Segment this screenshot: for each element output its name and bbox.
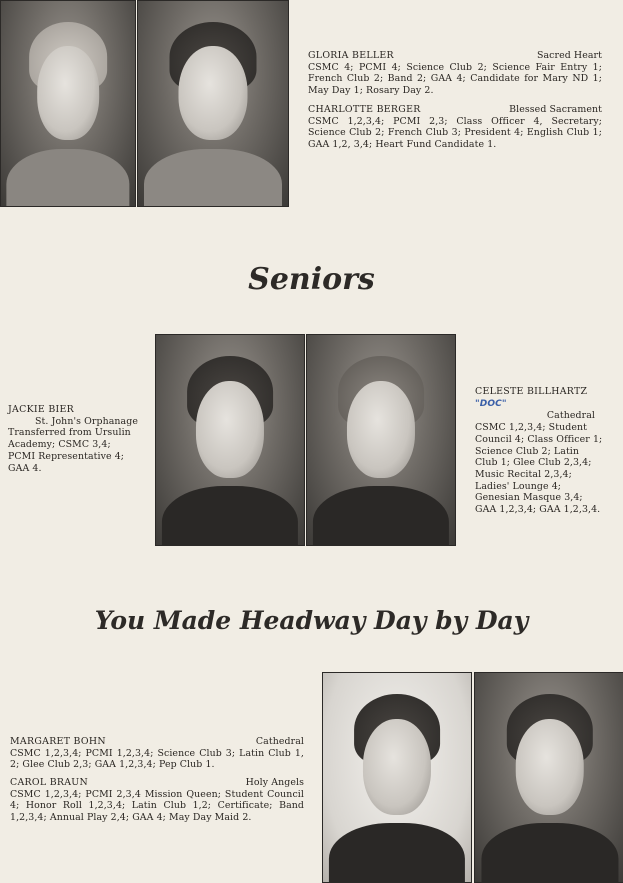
student-parish: Cathedral — [546, 410, 595, 422]
entry-margaret-bohn — [10, 736, 304, 771]
tagline-heading: You Made Headway Day by Day — [94, 606, 529, 635]
entry-header — [10, 736, 304, 748]
photo-jackie-bier — [155, 334, 305, 546]
student-parish: Cathedral — [255, 736, 304, 747]
photo-body — [144, 149, 282, 207]
entry-gloria-beller — [308, 50, 602, 97]
entry-celeste-billhartz — [475, 386, 619, 516]
entry-jackie-bier — [8, 404, 138, 474]
entry-header — [475, 386, 619, 410]
student-name: GLORIA BELLER — [308, 50, 394, 61]
student-name: CHARLOTTE BERGER — [308, 104, 421, 115]
photo-face — [179, 46, 248, 140]
student-name: CAROL BRAUN — [10, 777, 89, 788]
seniors-heading: Seniors — [248, 262, 375, 297]
photo-carol-braun — [474, 672, 623, 883]
student-name: JACKIE BIER — [8, 404, 75, 415]
entry-header — [308, 50, 602, 62]
student-parish: St. John's Orphanage — [35, 415, 138, 427]
photo-face — [37, 46, 99, 140]
photo-gloria-beller — [0, 0, 136, 207]
student-parish: Blessed Sacrament — [509, 104, 602, 115]
student-activities: Transferred from Ursulin Academy; CSMC 3,4; PCMI Representative 4; GAA 4. — [8, 427, 131, 474]
photo-celeste-billhartz — [306, 334, 456, 546]
student-parish: Holy Angels — [245, 777, 304, 788]
student-activities: CSMC 1,2,3,4; PCMI 2,3,4 Mission Queen; Student Council 4; Honor Roll 1,2,3,4; Latin Club 1,2; Certificate; Band 1,2,3,4; Annual Play 2,4; GAA 4; May Day Maid 2. — [10, 788, 304, 824]
student-activities: CSMC 4; PCMI 4; Science Club 2; Science Fair Entry 1; French Club 2; Band 2; GAA 4; Candidate for Mary ND 1; May Day 1; Rosary Day 2. — [308, 61, 602, 97]
student-nickname: "DOC" — [475, 398, 507, 409]
photo-body — [6, 149, 129, 207]
photo-body — [329, 823, 465, 883]
photo-face — [363, 719, 431, 815]
student-activities: CSMC 1,2,3,4; PCMI 2,3; Class Officer 4, Secretary; Science Club 2; French Club 3; President 4; English Club 1; GAA 1,2, 3,4; Heart Fund Candidate 1. — [308, 115, 602, 151]
photo-face — [515, 719, 584, 815]
student-activities: CSMC 1,2,3,4; PCMI 1,2,3,4; Science Club 3; Latin Club 1, 2; Glee Club 2,3; GAA 1,2,3,4; Pep Club 1. — [10, 747, 304, 771]
photo-face — [196, 381, 264, 478]
student-name: MARGARET BOHN — [10, 736, 106, 747]
entry-carol-braun — [10, 777, 304, 824]
photo-margaret-bohn — [322, 672, 472, 883]
photo-body — [481, 823, 618, 883]
student-name: CELESTE BILLHARTZ — [475, 386, 588, 397]
photo-charlotte-berger — [137, 0, 289, 207]
student-parish: Sacred Heart — [536, 50, 602, 61]
photo-body — [162, 486, 298, 546]
photo-face — [347, 381, 415, 478]
entry-header — [308, 104, 602, 116]
photo-body — [313, 486, 449, 546]
entry-charlotte-berger — [308, 104, 602, 151]
entry-header — [10, 777, 304, 789]
student-activities: CSMC 1,2,3,4; Student Council 4; Class Officer 1; Science Club 2; Latin Club 1; Glee Club 2,3,4; Music Recital 2,3,4; Ladies' Lounge 4; Genesian Masque 3,4; GAA 1,2,3,4; GAA 1,2,3,4. — [475, 422, 603, 516]
